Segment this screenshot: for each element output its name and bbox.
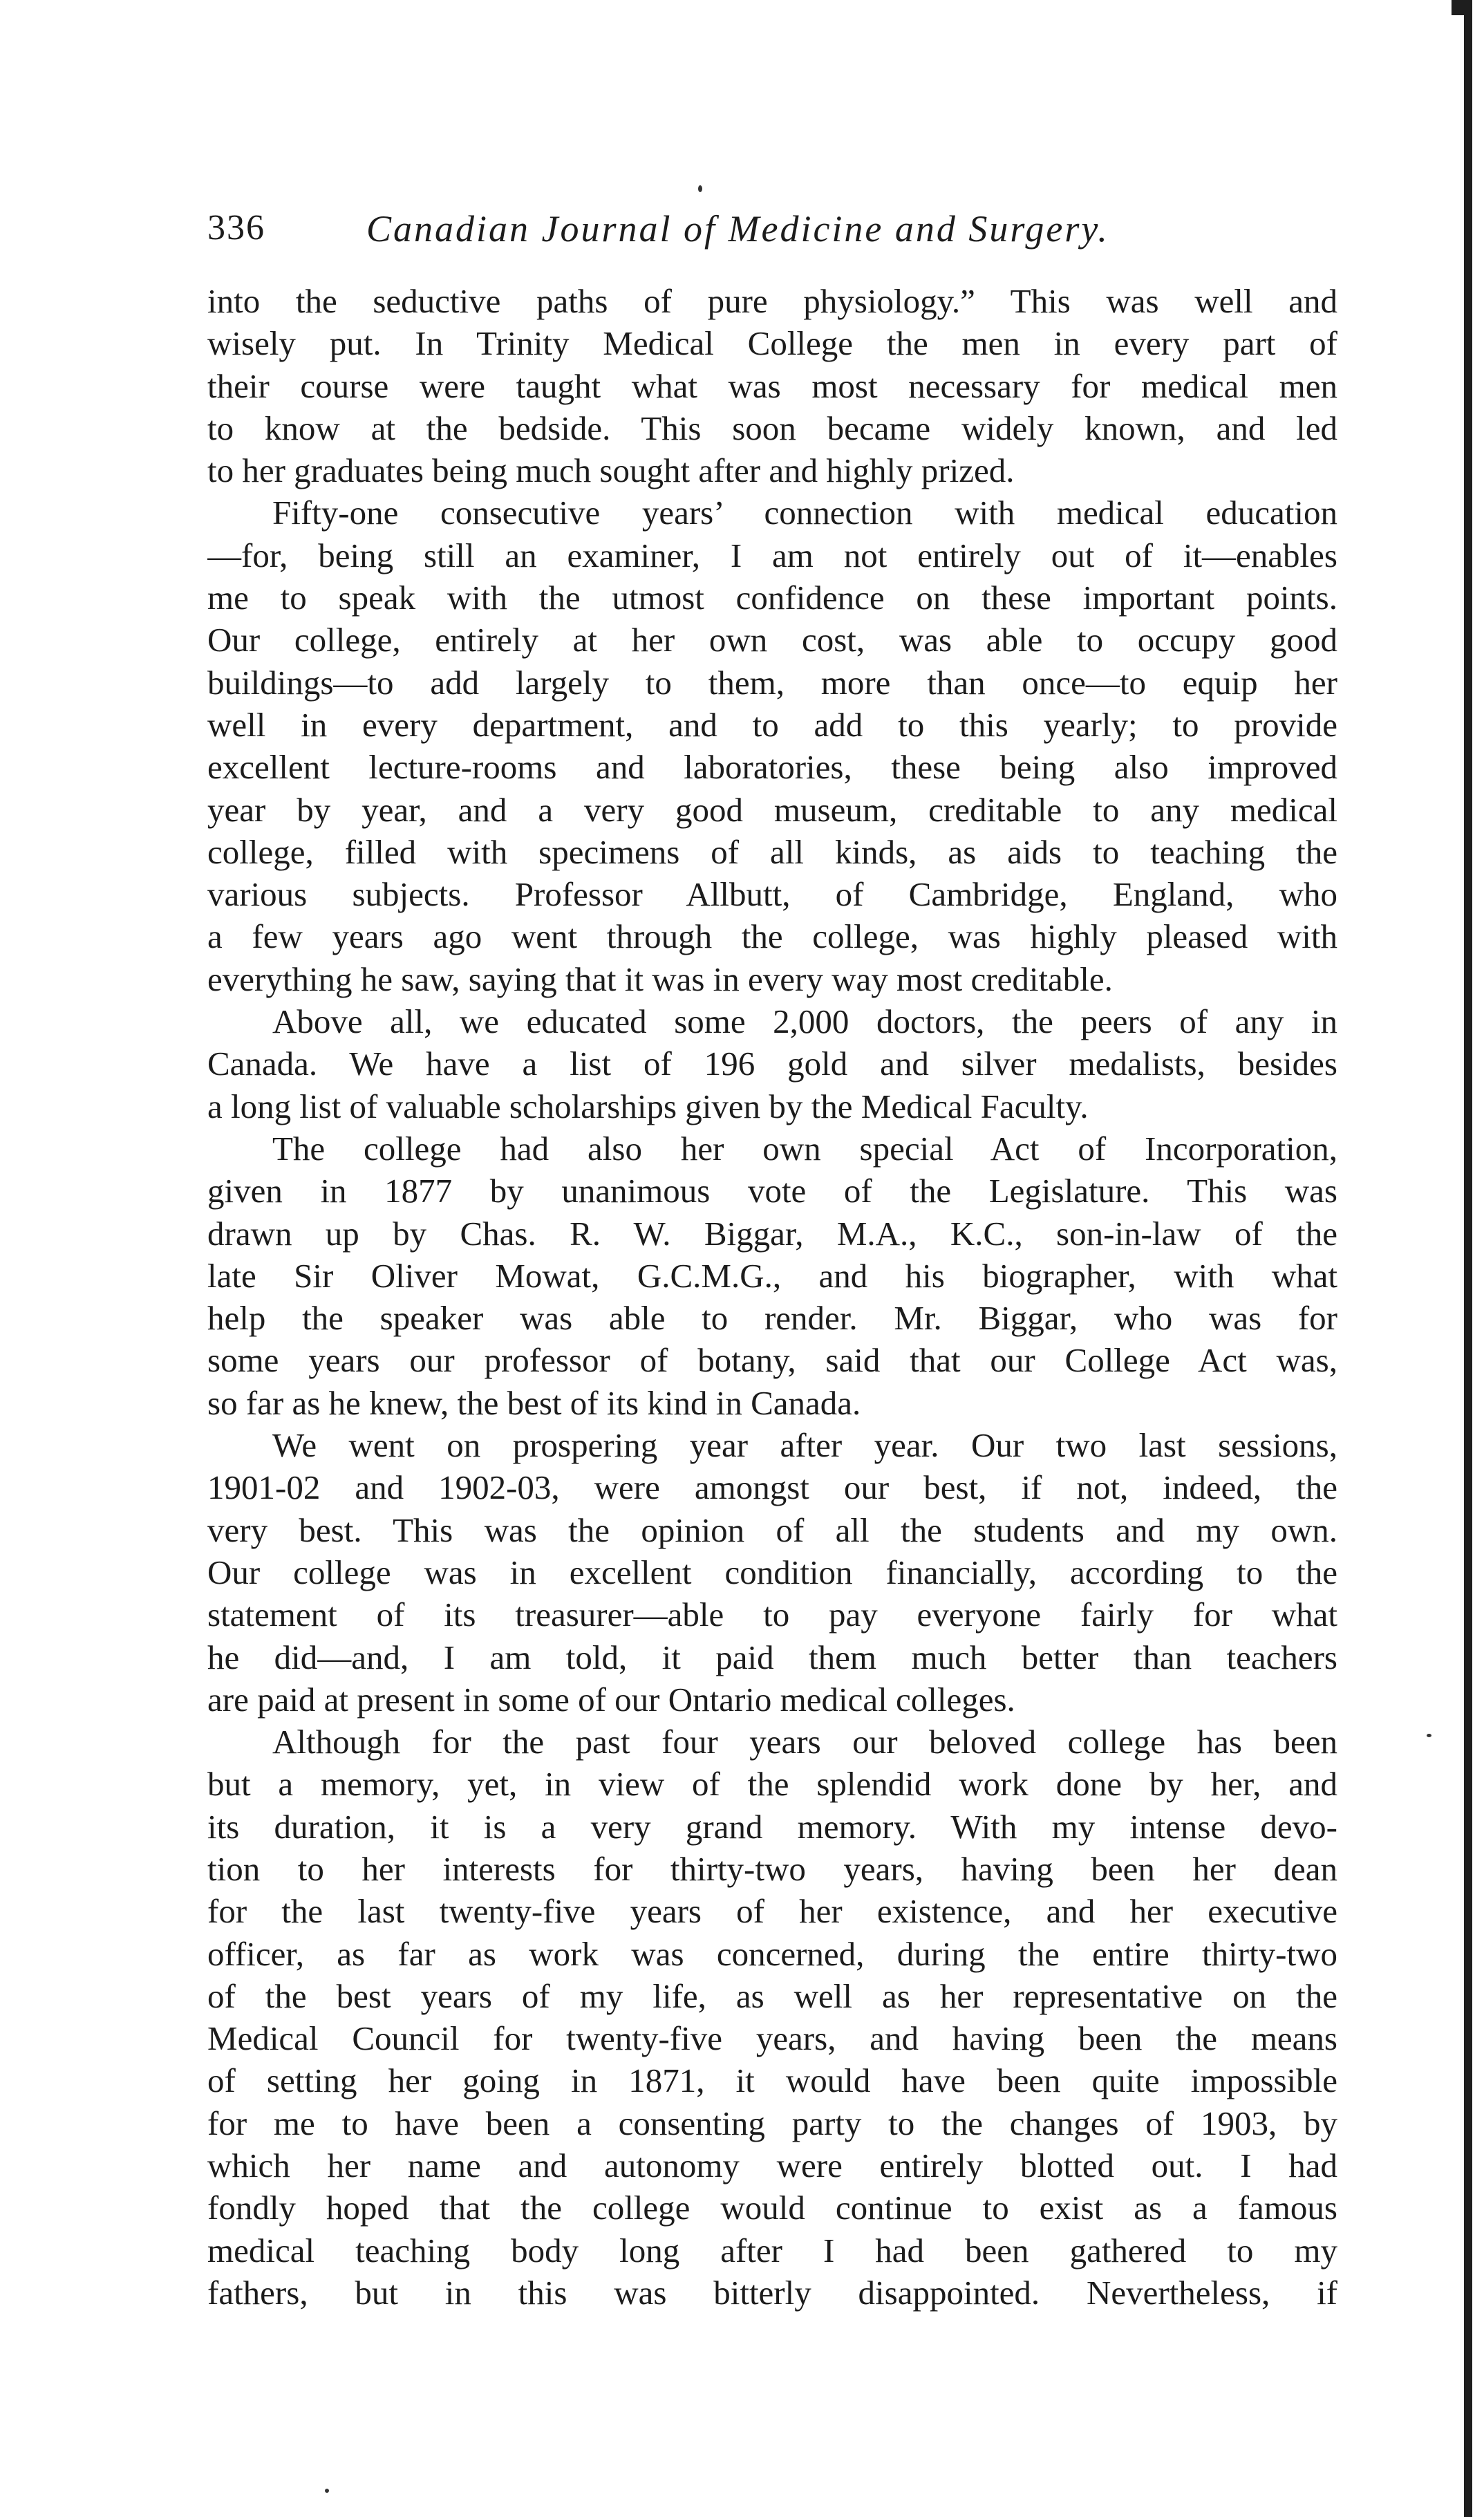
running-title: Canadian Journal of Medicine and Surgery. [366, 208, 1109, 250]
text-line: some years our professor of botany, said that our College Act was, [207, 1341, 1337, 1380]
text-line: statement of its treasurer—able to pay everyone fairly for what [207, 1596, 1337, 1634]
text-line: We went on prospering year after year. Our two last sessions, [272, 1426, 1337, 1465]
text-line: various subjects. Professor Allbutt, of Cambridge, England, who [207, 875, 1337, 914]
text-line: into the seductive paths of pure physiology.” This was well and [207, 282, 1337, 320]
text-line: fondly hoped that the college would continue to exist as a famous [207, 2189, 1337, 2227]
text-line: medical teaching body long after I had been gathered to my [207, 2231, 1337, 2270]
text-line: —for, being still an examiner, I am not entirely out of it—enables [207, 536, 1337, 574]
page-edge-rule [1464, 0, 1472, 2517]
text-line: late Sir Oliver Mowat, G.C.M.G., and his biographer, with what [207, 1256, 1337, 1295]
text-line: The college had also her own special Act of Incorporation, [272, 1129, 1337, 1168]
text-line: fathers, but in this was bitterly disappointed. Nevertheless, if [207, 2273, 1337, 2312]
text-line: college, filled with specimens of all kinds, as aids to teaching the [207, 832, 1337, 871]
text-line: very best. This was the opinion of all the students and my own. [207, 1510, 1337, 1549]
text-line: officer, as far as work was concerned, during the entire thirty-two [207, 1934, 1337, 1973]
text-line: its duration, it is a very grand memory. With my intense devo- [207, 1807, 1337, 1846]
ink-speck [698, 185, 702, 192]
text-line: a few years ago went through the college, was highly pleased with [207, 917, 1337, 956]
text-line: excellent lecture-rooms and laboratories, these being also improved [207, 748, 1337, 787]
text-line: which her name and autonomy were entirely blotted out. I had [207, 2146, 1337, 2185]
text-line: but a memory, yet, in view of the splendid work done by her, and [207, 1765, 1337, 1804]
text-line: Our college, entirely at her own cost, was able to occupy good [207, 621, 1337, 659]
running-header [207, 207, 1369, 263]
page-number: 336 [207, 208, 265, 247]
text-line: everything he saw, saying that it was in every way most creditable. [207, 960, 1113, 998]
text-line: Our college was in excellent condition financially, according to the [207, 1553, 1337, 1591]
text-line: buildings—to add largely to them, more than once—to equip her [207, 663, 1337, 702]
text-line: given in 1877 by unanimous vote of the Legislature. This was [207, 1172, 1337, 1210]
text-line: he did—and, I am told, it paid them much better than teachers [207, 1638, 1337, 1676]
text-line: me to speak with the utmost confidence on these important points. [207, 579, 1337, 617]
text-line: for me to have been a consenting party to the changes of 1903, by [207, 2104, 1337, 2142]
text-line: Above all, we educated some 2,000 doctors, the peers of any in [272, 1002, 1337, 1041]
ink-speck [325, 2489, 329, 2493]
text-line: of setting her going in 1871, it would have been quite impossible [207, 2061, 1337, 2100]
text-line: wisely put. In Trinity Medical College the men in every part of [207, 324, 1337, 363]
page-edge-notch [1452, 0, 1472, 15]
text-line: Canada. We have a list of 196 gold and silver medalists, besides [207, 1045, 1337, 1083]
text-line: for the last twenty-five years of her existence, and her executive [207, 1892, 1337, 1931]
text-line: are paid at present in some of our Ontario medical colleges. [207, 1680, 1015, 1719]
text-line: so far as he knew, the best of its kind in Canada. [207, 1383, 861, 1422]
text-line: help the speaker was able to render. Mr. Biggar, who was for [207, 1299, 1337, 1338]
text-line: drawn up by Chas. R. W. Biggar, M.A., K.C., son-in-law of the [207, 1214, 1337, 1253]
text-line: to her graduates being much sought after and highly prized. [207, 451, 1015, 490]
text-line: year by year, and a very good museum, creditable to any medical [207, 790, 1337, 829]
text-line: of the best years of my life, as well as her representative on the [207, 1976, 1337, 2015]
text-line: Medical Council for twenty-five years, and having been the means [207, 2019, 1337, 2058]
text-line: their course were taught what was most necessary for medical men [207, 366, 1337, 405]
text-line: 1901-02 and 1902-03, were amongst our best, if not, indeed, the [207, 1468, 1337, 1507]
text-line: well in every department, and to add to this yearly; to provide [207, 705, 1337, 744]
text-line: Although for the past four years our beloved college has been [272, 1723, 1337, 1761]
text-line: a long list of valuable scholarships given by the Medical Faculty. [207, 1087, 1089, 1125]
ink-speck [1427, 1734, 1431, 1737]
text-line: to know at the bedside. This soon became widely known, and led [207, 409, 1337, 447]
body-text [207, 280, 1337, 2314]
text-line: tion to her interests for thirty-two years, having been her dean [207, 1849, 1337, 1888]
text-line: Fifty-one consecutive years’ connection with medical education [272, 494, 1337, 532]
